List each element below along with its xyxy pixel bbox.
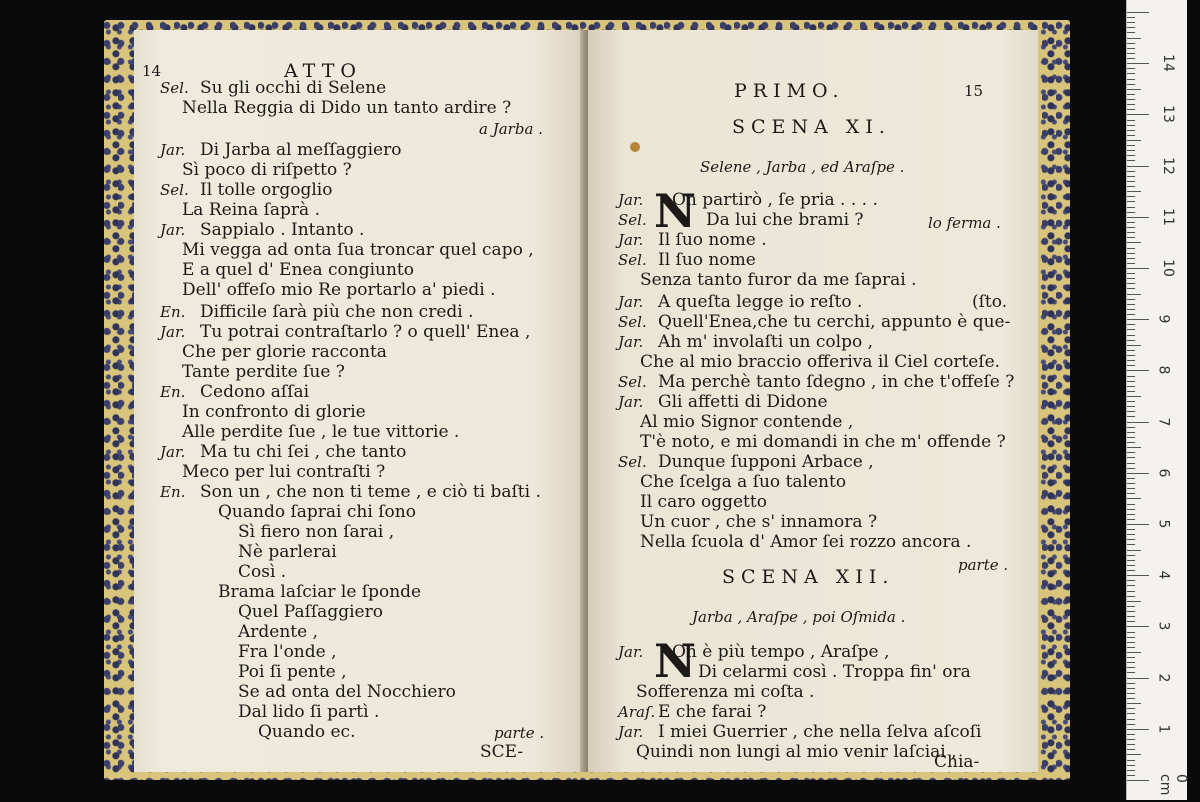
ruler-tick <box>1127 632 1135 633</box>
ruler-tick <box>1127 207 1135 208</box>
text-line: Jar. A queſta legge io reſto . <box>618 292 863 312</box>
text-line: Jar. Tu potrai contraſtarlo ? o quell' Enea , <box>160 322 531 342</box>
ink-spot <box>630 142 640 152</box>
ruler-tick <box>1127 304 1135 305</box>
text-line: Il caro oggetto <box>640 492 767 512</box>
text-line: Jar. Sappialo . Intanto . <box>160 220 365 240</box>
ruler-tick <box>1127 73 1135 74</box>
ruler-tick <box>1127 611 1135 612</box>
ruler-tick <box>1127 754 1141 755</box>
ruler-label: 3 <box>1155 621 1172 631</box>
ruler-tick <box>1127 355 1135 356</box>
ruler-tick <box>1127 427 1135 428</box>
ruler-label: 5 <box>1155 519 1172 529</box>
ruler-tick <box>1127 708 1135 709</box>
text-line: Jar. Ah m' involaſti un colpo , <box>618 332 874 352</box>
text-line: En. Cedono aſſai <box>160 382 310 402</box>
ruler-tick <box>1127 109 1135 110</box>
text-line: In confronto di glorie <box>182 402 366 422</box>
ruler-tick <box>1127 248 1135 249</box>
text-line: Jar. Gli affetti di Didone <box>618 392 828 412</box>
text-line: Un cuor , che s' innamora ? <box>640 512 878 532</box>
ruler-tick <box>1127 463 1135 464</box>
ruler-tick <box>1127 268 1149 269</box>
text-line: Meco per lui contraſti ? <box>182 462 386 482</box>
stage-direction: parte . <box>494 724 545 742</box>
stage-direction: parte . <box>958 556 1009 574</box>
ruler-tick <box>1127 672 1135 673</box>
ruler-tick <box>1127 585 1135 586</box>
ruler-label: 0 cm <box>1157 774 1189 796</box>
ruler-tick <box>1127 191 1141 192</box>
ruler-tick <box>1127 43 1135 44</box>
ruler-tick <box>1127 560 1135 561</box>
text-line: Dell' offeſo mio Re portarlo a' piedi . <box>182 280 496 300</box>
ruler-tick <box>1127 580 1135 581</box>
ruler-label: 7 <box>1155 417 1172 427</box>
ruler-tick <box>1127 135 1135 136</box>
text-line: Poi ſi pente , <box>238 662 347 682</box>
ruler-tick <box>1127 63 1149 64</box>
ruler-tick <box>1127 386 1135 387</box>
ruler-tick <box>1127 12 1149 13</box>
ruler-tick <box>1127 688 1135 689</box>
ruler-tick <box>1127 114 1149 115</box>
ruler-tick <box>1127 647 1135 648</box>
ruler-label: 14 <box>1159 54 1176 73</box>
ruler-tick <box>1127 498 1141 499</box>
ruler-tick <box>1127 719 1135 720</box>
scene-title: SCENA XII. <box>722 566 895 588</box>
ruler-tick <box>1127 237 1135 238</box>
ruler-tick <box>1127 48 1135 49</box>
ruler-tick <box>1127 713 1135 714</box>
ruler-tick <box>1127 483 1135 484</box>
text-line: Jar. Di Jarba al meſſaggiero <box>160 140 402 160</box>
text-line: Jar. I miei Guerrier , che nella ſelva aſcoſi <box>618 722 982 742</box>
scene-cast: Selene , Jarba , ed Araſpe . <box>700 158 905 176</box>
ruler-tick <box>1127 324 1135 325</box>
ruler-tick <box>1127 519 1135 520</box>
ruler-tick <box>1127 212 1135 213</box>
text-line: Quindi non lungi al mio venir laſciai , <box>636 742 957 762</box>
text-line: Quando ec. <box>258 722 356 742</box>
text-line: Fra l'onde , <box>238 642 337 662</box>
ruler-tick <box>1127 58 1135 59</box>
ruler-tick <box>1127 749 1135 750</box>
ruler-tick <box>1127 493 1135 494</box>
ruler-tick <box>1127 626 1149 627</box>
ruler-tick <box>1127 411 1135 412</box>
ruler-tick <box>1127 53 1135 54</box>
ruler-tick <box>1127 703 1141 704</box>
ruler-label: 11 <box>1159 207 1176 226</box>
text-line: En. Son un , che non ti teme , e ciò ti baſti . <box>160 482 541 502</box>
ruler-tick <box>1127 99 1135 100</box>
text-line: Che per glorie racconta <box>182 342 387 362</box>
ruler-tick <box>1127 596 1135 597</box>
ruler-tick <box>1127 17 1135 18</box>
ruler-tick <box>1127 283 1135 284</box>
text-line: Che al mio braccio offeriva il Ciel corteſe. <box>640 352 1001 372</box>
ruler-tick <box>1127 288 1135 289</box>
text-line: Che ſcelga a ſuo talento <box>640 472 847 492</box>
ruler-tick <box>1127 181 1135 182</box>
ruler-tick <box>1127 130 1135 131</box>
stage-direction: a Jarba . <box>479 120 543 138</box>
ruler-tick <box>1127 488 1135 489</box>
ruler-tick <box>1127 775 1135 776</box>
ruler-tick <box>1127 509 1135 510</box>
ruler-tick <box>1127 739 1135 740</box>
ruler-label: 12 <box>1159 156 1176 175</box>
text-line: Sì fiero non ſarai , <box>238 522 395 542</box>
ruler-tick <box>1127 637 1135 638</box>
text-line: Senza tanto furor da me ſaprai . <box>640 270 917 290</box>
ruler-label: 13 <box>1159 105 1176 124</box>
left-page <box>134 30 586 772</box>
text-line: Mi vegga ad onta ſua troncar quel capo , <box>182 240 534 260</box>
ruler-tick <box>1127 724 1135 725</box>
ruler-tick <box>1127 606 1135 607</box>
ruler-tick <box>1127 437 1135 438</box>
ruler-tick <box>1127 447 1141 448</box>
text-line: Dal lido ſi partì . <box>238 702 380 722</box>
ruler-tick <box>1127 160 1135 161</box>
ruler-tick <box>1127 452 1135 453</box>
ruler-tick <box>1127 345 1141 346</box>
ruler-tick <box>1127 591 1135 592</box>
ruler-label: 9 <box>1155 314 1172 324</box>
text-line: Sel. Ma perchè tanto ſdegno , in che t'offeſe ? <box>618 372 1015 392</box>
ruler-tick <box>1127 309 1135 310</box>
ruler-label: 10 <box>1159 259 1176 277</box>
ruler-tick <box>1127 150 1135 151</box>
ruler-tick <box>1127 534 1135 535</box>
text-line: La Reina ſaprà . <box>182 200 320 220</box>
ruler-tick <box>1127 68 1135 69</box>
ruler-tick <box>1127 457 1135 458</box>
ruler-tick <box>1127 544 1135 545</box>
ruler-tick <box>1127 370 1149 371</box>
text-line: Araſ. E che farai ? <box>618 702 767 722</box>
ruler-tick <box>1127 227 1135 228</box>
ruler-tick <box>1127 652 1141 653</box>
ruler-tick <box>1127 155 1135 156</box>
ruler-tick <box>1127 232 1135 233</box>
text-line: Jar. Il ſuo nome . <box>618 230 767 250</box>
ruler-tick <box>1127 171 1135 172</box>
ruler-tick <box>1127 32 1135 33</box>
catchword: SCE- <box>480 742 524 762</box>
scene-cast: Jarba , Araſpe , poi Oſmida . <box>692 608 906 626</box>
ruler-tick <box>1127 662 1135 663</box>
ruler-tick <box>1127 94 1135 95</box>
text-line: Sì poco di riſpetto ? <box>182 160 352 180</box>
ruler-tick <box>1127 616 1135 617</box>
ruler-label: 1 <box>1155 724 1172 734</box>
text-line: Quando ſaprai chi ſono <box>218 502 416 522</box>
ruler-tick <box>1127 222 1135 223</box>
ruler-tick <box>1127 406 1135 407</box>
ruler-label: 4 <box>1155 570 1172 580</box>
ruler-tick <box>1127 365 1135 366</box>
text-line: Sel. Da lui che brami ? <box>618 210 864 230</box>
stage-direction: lo ferma . <box>928 214 1001 232</box>
ruler-tick <box>1127 765 1135 766</box>
ruler-label: 2 <box>1155 673 1172 683</box>
catchword: Chia- <box>934 752 980 772</box>
text-line: Jar. On è più tempo , Araſpe , <box>618 642 890 662</box>
text-line: En. Difficile ſarà più che non credi . <box>160 302 474 322</box>
ruler-tick <box>1127 473 1149 474</box>
ruler-tick <box>1127 376 1135 377</box>
ruler-tick <box>1127 770 1135 771</box>
text-line: Sel. Dunque ſupponi Arbace , <box>618 452 874 472</box>
ruler-tick <box>1127 125 1135 126</box>
running-head: ATTO <box>284 60 362 82</box>
text-line: Di celarmi così . Troppa fin' ora <box>698 662 971 682</box>
text-line: Sel. Su gli occhi di Selene <box>160 78 387 98</box>
ruler-tick <box>1127 381 1135 382</box>
text-line: Se ad onta del Nocchiero <box>238 682 456 702</box>
ruler-tick <box>1127 145 1135 146</box>
text-line: Sel. Il tolle orgoglio <box>160 180 333 200</box>
ruler-tick <box>1127 422 1149 423</box>
ruler-tick <box>1127 120 1135 121</box>
text-line: Tante perdite ſue ? <box>182 362 345 382</box>
ruler-tick <box>1127 678 1149 679</box>
text-line: Ardente , <box>238 622 318 642</box>
ruler-tick <box>1127 201 1135 202</box>
book-spread <box>104 20 1070 780</box>
ruler-tick <box>1127 780 1149 781</box>
text-line: Alle perdite ſue , le tue vittorie . <box>182 422 460 442</box>
ruler-tick <box>1127 217 1149 218</box>
ruler-tick <box>1127 698 1135 699</box>
ruler-tick <box>1127 539 1135 540</box>
ruler-tick <box>1127 565 1135 566</box>
ruler-tick <box>1127 253 1135 254</box>
ruler-tick <box>1127 89 1141 90</box>
ruler-tick <box>1127 140 1141 141</box>
scene-title: SCENA XI. <box>732 116 891 138</box>
text-line: (ſto. <box>972 292 1008 312</box>
ruler-tick <box>1127 468 1135 469</box>
ruler-tick <box>1127 667 1135 668</box>
ruler-tick <box>1127 176 1135 177</box>
ruler-tick <box>1127 22 1135 23</box>
ruler-tick <box>1127 504 1135 505</box>
ruler-tick <box>1127 416 1135 417</box>
ruler-tick <box>1127 273 1135 274</box>
ruler-tick <box>1127 242 1141 243</box>
ruler-tick <box>1127 621 1135 622</box>
ruler-tick <box>1127 760 1135 761</box>
ruler-tick <box>1127 340 1135 341</box>
ruler-tick <box>1127 642 1135 643</box>
ruler-tick <box>1127 263 1135 264</box>
ruler-tick <box>1127 529 1135 530</box>
ruler-tick <box>1127 38 1141 39</box>
ruler-tick <box>1127 350 1135 351</box>
ruler-tick <box>1127 432 1135 433</box>
drop-cap: N <box>654 634 697 688</box>
ruler-tick <box>1127 299 1135 300</box>
text-line: Nella Reggia di Dido un tanto ardire ? <box>182 98 512 118</box>
ruler-tick <box>1127 555 1135 556</box>
ruler-tick <box>1127 294 1141 295</box>
text-line: Sel. Il ſuo nome <box>618 250 756 270</box>
measurement-ruler <box>1126 0 1187 800</box>
ruler-tick <box>1127 570 1135 571</box>
ruler-tick <box>1127 258 1135 259</box>
running-head: PRIMO. <box>734 80 845 102</box>
ruler-tick <box>1127 734 1135 735</box>
ruler-tick <box>1127 186 1135 187</box>
ruler-label: 6 <box>1155 468 1172 478</box>
ruler-tick <box>1127 693 1135 694</box>
ruler-tick <box>1127 27 1135 28</box>
ruler-tick <box>1127 575 1149 576</box>
text-line: Così . <box>238 562 287 582</box>
text-line: Quel Paſſaggiero <box>238 602 383 622</box>
ruler-tick <box>1127 442 1135 443</box>
ruler-tick <box>1127 278 1135 279</box>
text-line: Jar. On partirò , ſe pria . . . . <box>618 190 878 210</box>
ruler-tick <box>1127 550 1141 551</box>
ruler-tick <box>1127 744 1135 745</box>
ruler-tick <box>1127 478 1135 479</box>
ruler-tick <box>1127 329 1135 330</box>
text-line: Sel. Quell'Enea,che tu cerchi, appunto è que- <box>618 312 1011 332</box>
ruler-tick <box>1127 391 1135 392</box>
ruler-tick <box>1127 104 1135 105</box>
ruler-tick <box>1127 360 1135 361</box>
text-line: Al mio Signor contende , <box>640 412 854 432</box>
text-line: T'è noto, e mi domandi in che m' offende ? <box>640 432 1006 452</box>
ruler-tick <box>1127 524 1149 525</box>
drop-cap: N <box>654 184 697 238</box>
text-line: Nella ſcuola d' Amor ſei rozzo ancora . <box>640 532 972 552</box>
text-line: E a quel d' Enea congiunto <box>182 260 414 280</box>
text-line: Sofferenza mi coſta . <box>636 682 815 702</box>
ruler-tick <box>1127 601 1141 602</box>
ruler-tick <box>1127 335 1135 336</box>
page-number: 14 <box>142 62 162 80</box>
right-page <box>588 30 1038 772</box>
ruler-tick <box>1127 166 1149 167</box>
ruler-tick <box>1127 314 1135 315</box>
ruler-tick <box>1127 84 1135 85</box>
ruler-tick <box>1127 319 1149 320</box>
ruler-tick <box>1127 396 1141 397</box>
ruler-tick <box>1127 683 1135 684</box>
ruler-tick <box>1127 729 1149 730</box>
ruler-tick <box>1127 401 1135 402</box>
page-number: 15 <box>964 82 984 100</box>
ruler-tick <box>1127 657 1135 658</box>
text-line: Brama laſciar le ſponde <box>218 582 422 602</box>
ruler-tick <box>1127 196 1135 197</box>
text-line: Jar. Ma tu chi ſei , che tanto <box>160 442 407 462</box>
text-line: Nè parlerai <box>238 542 337 562</box>
ruler-label: 8 <box>1155 365 1172 375</box>
ruler-tick <box>1127 514 1135 515</box>
ruler-tick <box>1127 79 1135 80</box>
